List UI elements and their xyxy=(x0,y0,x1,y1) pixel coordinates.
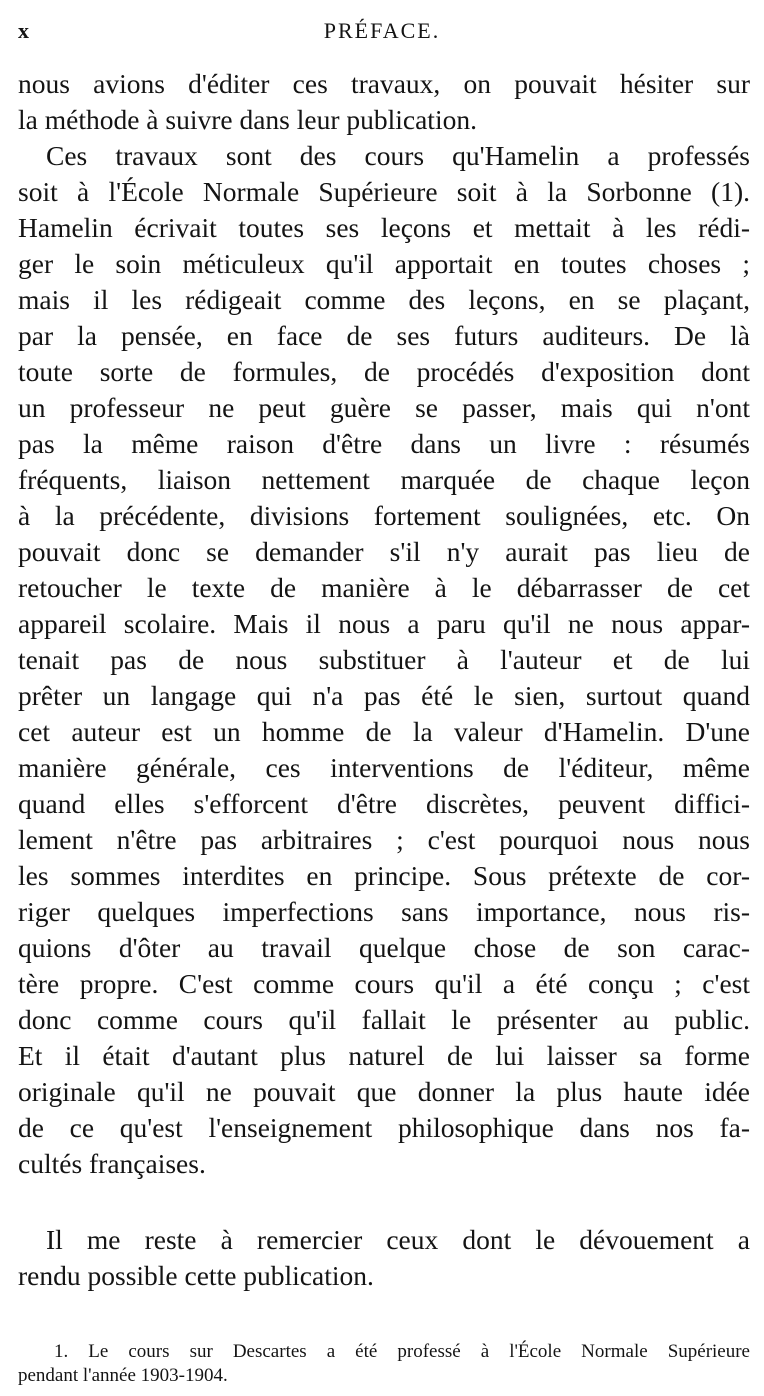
text-line: lement n'être pas arbitraires ; c'est pourquoi nous nous xyxy=(18,824,750,855)
text-line: Hamelin écrivait toutes ses leçons et mettait à les rédi- xyxy=(18,212,750,243)
footnote xyxy=(18,1340,750,1388)
text-line: pouvait donc se demander s'il n'y aurait pas lieu de xyxy=(18,536,750,567)
text-line: prêter un langage qui n'a pas été le sien, surtout quand xyxy=(18,680,750,711)
paragraph xyxy=(18,1222,750,1294)
text-line: donc comme cours qu'il fallait le présenter au public. xyxy=(18,1004,750,1035)
text-line: rendu possible cette publication. xyxy=(18,1260,374,1291)
running-title: PRÉFACE. xyxy=(323,18,441,43)
text-line: manière générale, ces interventions de l'éditeur, même xyxy=(18,752,750,783)
paragraph-gap xyxy=(18,1182,750,1222)
text-line: pas la même raison d'être dans un livre : résumés xyxy=(18,428,750,459)
text-line: de ce qu'est l'enseignement philosophique dans nos fa- xyxy=(18,1112,750,1143)
text-line: Ces travaux sont des cours qu'Hamelin a professés xyxy=(46,140,750,171)
footnote-line: 1. Le cours sur Descartes a été professé à l'École Normale Supérieure xyxy=(54,1341,750,1362)
text-line: cultés françaises. xyxy=(18,1148,206,1179)
text-line: cet auteur est un homme de la valeur d'Hamelin. D'une xyxy=(18,716,750,747)
page-number: x xyxy=(18,18,29,43)
paragraph xyxy=(18,138,750,1182)
text-line: toute sorte de formules, de procédés d'exposition dont xyxy=(18,356,750,387)
text-line: quions d'ôter au travail quelque chose de son carac- xyxy=(18,932,750,963)
text-line: fréquents, liaison nettement marquée de chaque leçon xyxy=(18,464,750,495)
text-line: à la précédente, divisions fortement soulignées, etc. On xyxy=(18,500,750,531)
text-line: quand elles s'efforcent d'être discrètes, peuvent diffici- xyxy=(18,788,750,819)
text-line: la méthode à suivre dans leur publication. xyxy=(18,104,477,135)
text-line: soit à l'École Normale Supérieure soit à la Sorbonne (1). xyxy=(18,176,750,207)
text-line: ger le soin méticuleux qu'il apportait en toutes choses ; xyxy=(18,248,750,279)
running-head xyxy=(18,16,746,46)
text-line: riger quelques imperfections sans importance, nous ris- xyxy=(18,896,750,927)
text-line: appareil scolaire. Mais il nous a paru qu'il ne nous appar- xyxy=(18,608,750,639)
text-line: Il me reste à remercier ceux dont le dévouement a xyxy=(46,1224,750,1255)
text-line: originale qu'il ne pouvait que donner la plus haute idée xyxy=(18,1076,750,1107)
text-line: tenait pas de nous substituer à l'auteur et de lui xyxy=(18,644,750,675)
paragraph xyxy=(18,66,750,138)
text-line: Et il était d'autant plus naturel de lui laisser sa forme xyxy=(18,1040,750,1071)
text-line: un professeur ne peut guère se passer, mais qui n'ont xyxy=(18,392,750,423)
footnote-line: pendant l'année 1903-1904. xyxy=(18,1365,228,1386)
text-line: par la pensée, en face de ses futurs auditeurs. De là xyxy=(18,320,750,351)
text-line: nous avions d'éditer ces travaux, on pouvait hésiter sur xyxy=(18,68,750,99)
text-line: les sommes interdites en principe. Sous prétexte de cor- xyxy=(18,860,750,891)
body-text xyxy=(18,66,750,1294)
text-line: mais il les rédigeait comme des leçons, en se plaçant, xyxy=(18,284,750,315)
text-line: tère propre. C'est comme cours qu'il a été conçu ; c'est xyxy=(18,968,750,999)
text-line: retoucher le texte de manière à le débarrasser de cet xyxy=(18,572,750,603)
